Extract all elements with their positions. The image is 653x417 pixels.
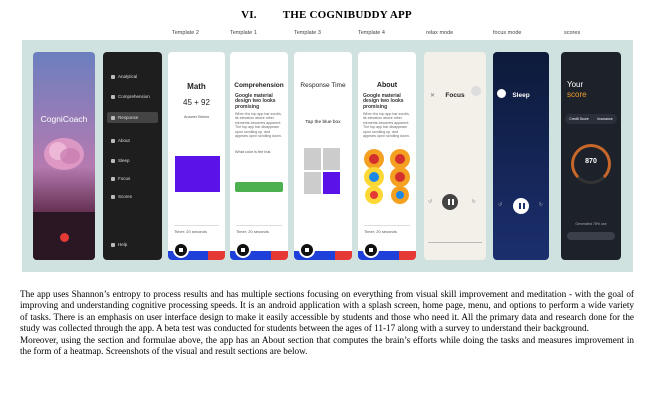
comprehension-icon [111,95,115,99]
comprehension-bottom-bar [230,238,288,260]
about-heading: Google material design two looks promising [363,93,404,110]
close-icon[interactable] [497,89,506,98]
relax-title: Focus [445,92,465,99]
help-icon [111,243,115,247]
forward-icon[interactable]: ↻ [471,199,476,205]
math-hint: Answer Below [183,114,210,119]
menu-item-sleep[interactable]: Sleep [111,158,130,163]
pause-button[interactable] [442,194,458,210]
score-footer: Generated 78% use [575,222,607,226]
menu-item-comprehension[interactable]: Comprehension [111,94,150,99]
response-screen [294,52,352,260]
close-icon[interactable]: ✕ [430,93,436,99]
response-title: Response Time [300,82,346,89]
comprehension-title: Comprehension [234,82,284,89]
label-scores: scores [564,30,581,36]
about-screen [358,52,416,260]
response-instruction: Tap the blue box [305,120,341,125]
rewind-icon[interactable]: ↺ [498,202,503,208]
menu-screen [103,52,162,260]
forward-icon[interactable]: ↻ [538,202,543,208]
about-title: About [376,82,398,89]
focus-icon [111,177,115,181]
math-screen [168,52,225,260]
splash-screen [33,52,95,260]
label-template-2: Template 2 [172,30,199,36]
stop-button[interactable] [173,242,189,258]
response-bottom-bar [294,238,352,260]
analytical-icon [111,75,115,79]
paragraph-2: Moreover, using the section and formulae above, the app has an About section that computes the brain’s efforts while doing the tasks and measures improvement in the form of a heatmap. Screenshots of the visual and result sections are below. [20,334,634,357]
about-body: When the top app bar scrolls, its elevation above other elements becomes apparent. The top app bar disappears upon scrolling up, and appears upon scrolling down. [363,112,410,139]
answer-field[interactable] [235,182,283,192]
comprehension-body: When the top app bar scrolls, its elevation above other elements becomes apparent. The top app bar disappears upon scrolling up, and appears upon scrolling down. [235,112,282,139]
score-value: 870 [585,158,597,165]
menu-item-help[interactable]: Help [111,242,127,247]
grey-box[interactable] [304,172,321,194]
menu-item-focus[interactable]: Focus [111,176,130,181]
menu-item-scores[interactable]: Scores [111,194,132,199]
section-heading [0,9,653,21]
grey-box[interactable] [323,148,340,170]
about-icon [111,139,115,143]
relax-mode-screen [424,52,486,260]
menu-item-about[interactable]: About [111,138,130,143]
blue-target-box[interactable] [323,172,340,194]
paragraph-1: The app uses Shannon’s entropy to process results and has multiple sections focusing on everything from visual skill improvement and meditation - with the goal of improving and understanding cognitive processing speeds. It is an android application with a splash screen, home page, menu, and options to perform a wide variety of tasks. There is an emphasis on user interface design to make it easily accessible by students and those who need it. All the primary data and research done for the study was collected through the app. A beta test was conducted for students between the ages of 11-17 along with a survey to understand their background. [20,289,634,334]
comprehension-screen [230,52,288,260]
score-tabs [565,114,617,124]
comprehension-timer: Timer: 20 seconds [236,225,282,234]
tab-insurance[interactable]: Insurance [597,117,613,121]
stop-button[interactable] [235,242,251,258]
grey-box[interactable] [304,148,321,170]
stop-button[interactable] [363,242,379,258]
comprehension-question: What color is the bus [235,150,271,154]
score-heading-line2: score [567,90,587,99]
rewind-icon[interactable]: ↺ [428,199,433,205]
response-icon [111,116,115,120]
pause-button[interactable] [513,198,529,214]
splash-app-name: CogniCoach [40,114,88,124]
label-template-4: Template 4 [358,30,385,36]
label-relax-mode: relax mode [426,30,454,36]
math-title: Math [187,82,206,91]
brain-icon [41,134,87,174]
menu-item-analytical[interactable]: Analytical [111,74,137,79]
scores-icon [111,195,115,199]
section-title: THE COGNIBUDDY APP [282,9,412,21]
answer-box[interactable] [175,156,220,192]
section-number: VI. [241,9,257,21]
menu-item-response[interactable]: Response [107,112,158,123]
progress-track[interactable] [428,242,482,243]
math-timer: Timer: 20 seconds [174,225,219,234]
about-bottom-bar [358,238,416,260]
label-template-1: Template 1 [230,30,257,36]
app-screenshots-figure [22,30,633,272]
tab-credit-score[interactable]: Credit Score [569,117,589,121]
stop-button[interactable] [299,242,315,258]
focus-title: Sleep [512,92,530,99]
focus-mode-screen [493,52,549,260]
heart-icon[interactable] [471,86,481,96]
about-timer: Timer: 20 seconds [364,225,410,234]
comprehension-heading: Google material design two looks promising [235,93,276,110]
math-problem: 45 + 92 [183,98,210,107]
brain-heatmap [362,147,412,205]
score-heading-line1: Your [567,80,584,89]
body-text [20,289,634,357]
math-bottom-bar [168,238,225,260]
scores-screen [561,52,621,260]
score-action-button[interactable] [567,232,615,240]
start-button[interactable] [60,233,69,242]
label-template-3: Template 3 [294,30,321,36]
sleep-icon [111,159,115,163]
label-focus-mode: focus mode [493,30,522,36]
